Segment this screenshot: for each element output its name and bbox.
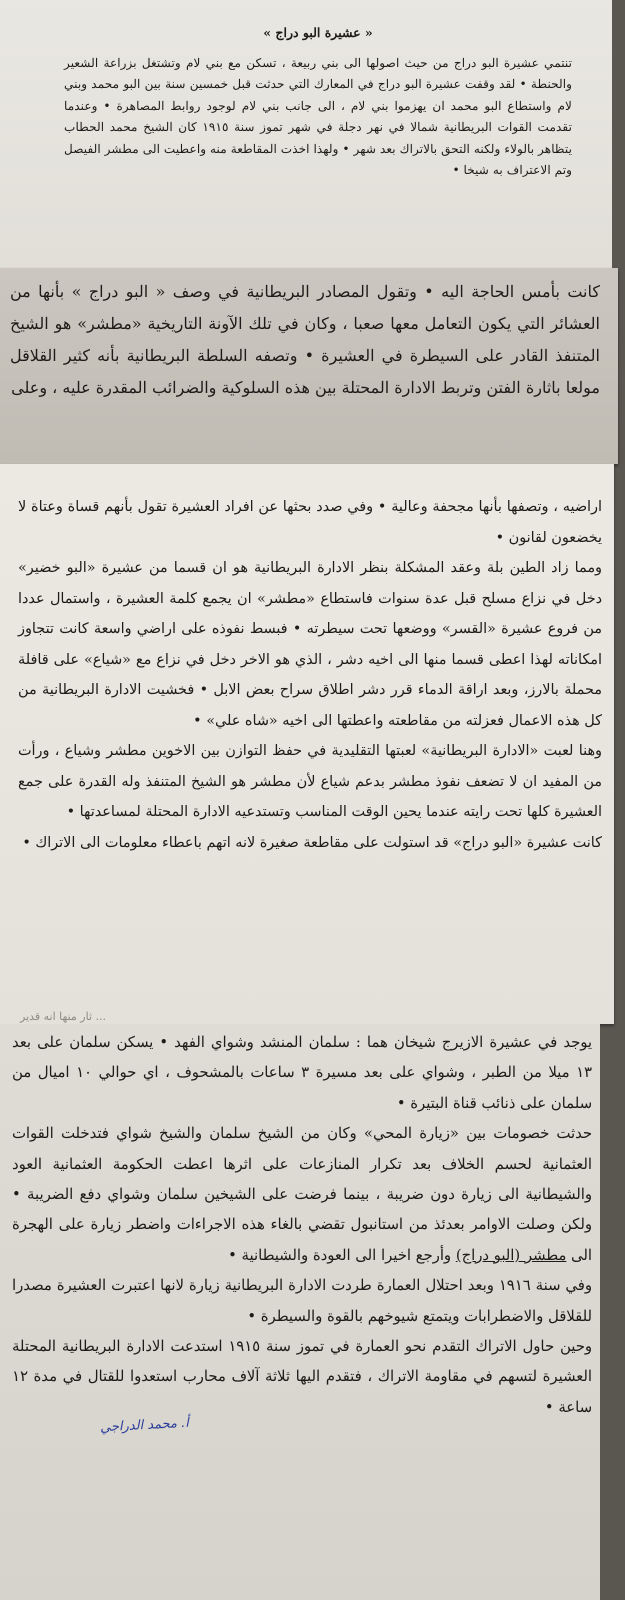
section-title: « عشيرة البو دراج » <box>263 25 373 40</box>
paragraph: يوجد في عشيرة الازيرج شيخان هما : سلمان المنشد وشواي الفهد • يسكن سلمان على بعد ١٣ ميلا من الطبر ، وشواي على بعد مسيرة ٣ ساعات بالمشحوف ، اي حوالي ١٠ اميال من سلمان على ذنائب قناة البتيرة • <box>12 1034 592 1112</box>
page-strip-2 <box>0 268 618 464</box>
paragraph-text: حدثت خصومات بين «زيارة المحي» وكان من الشيخ سلمان والشيخ شواي فتدخلت القوات العثمانية لحسم الخلاف بعد تكرار المنازعات على اثرها اعطت الحكومة العثمانية العود والشيطانية الى زيارة دون ضريبة ، بينما فرضت على الشيخين سلمان وشواي دفع الضريبة • ولكن وصلت الاوامر بعدئذ من استانبول تقضي بالغاء هذه الاجراءات واضطر زيارة على الهجرة الى <box>12 1125 592 1264</box>
paragraph: وحين حاول الاتراك التقدم نحو العمارة في تموز سنة ١٩١٥ استدعت الادارة البريطانية المحتلة العشيرة لتسهم في مقاومة الاتراك ، فتقدم اليها ثلاثة آلاف محارب استعدوا للقتال في مدة ١٢ ساعة • <box>12 1338 592 1416</box>
paragraph: تنتمي عشيرة البو دراج من حيث اصولها الى بني ربيعة ، تسكن مع بني لام وتشتغل بزراعة الشعير والحنطة • لقد وقفت عشيرة البو دراج في المعارك التي حدثت قبل خمسين سنة بين البو محمد وبني لام واستطاع البو محمد ان يهزموا بني لام ، الى جانب بني لام لوجود روابط المصاهرة • وعندما تقدمت القوات البريطانية شمالا في نهر دجلة في شهر تموز سنة ١٩١٥ كان الشيخ محمد الحطاب يتظاهر بالولاء ولكنه التحق بالاتراك بعد شهر • ولهذا اخذت المقاطعة منه واعطيت الى مطشر الفيصل وتم الاعتراف به شيخا • <box>64 55 572 177</box>
underlined-text: مطشر (البو دراج) <box>455 1246 567 1264</box>
paragraph: وهنا لعبت «الادارة البريطانية» لعبتها التقليدية في حفظ التوازن بين الاخوين مطشر وشياع ، ورأت من المفيد ان لا تضعف نفوذ مطشر بدعم شياع لأن مطشر هو الشيخ المتنفذ وله القدرة على جمع العشيرة كلها تحت رايته عندما يحين الوقت المناسب وتستدعيه الادارة المحتلة لمساعدتها • <box>18 743 602 820</box>
page-strip-1 <box>0 0 612 268</box>
paragraph <box>12 1119 592 1271</box>
paragraph: كانت بأمس الحاجة اليه • وتقول المصادر البريطانية في وصف « البو دراج » بأنها من العشائر التي يكون التعامل معها صعبا ، وكان في تلك الآونة التاريخية «مطشر» هو الشيخ المتنفذ القادر على السيطرة في العشيرة • وتصفه السلطة البريطانية بأنه كثير القلاقل مولعا باثارة الفتن وتربط الادارة المحتلة بين هذه السلوكية والضرائب المقدرة عليه ، وعلى <box>10 282 600 397</box>
page-strip-4 <box>0 1024 600 1600</box>
paragraph: ومما زاد الطين بلة وعقد المشكلة بنظر الادارة البريطانية هو ان قسما من عشيرة «البو خضير» دخل في نزاع مسلح قبل عدة سنوات فاستطاع «مطشر» ان يجمع كلمة العشيرة ، واستمال عددا من فروع عشيرة «القسر» ووضعها تحت سيطرته • فبسط نفوذه على اراضي واسعة كانت تتجاوز امكاناته لهذا اعطى قسما منها الى اخيه دشر ، الذي هو الاخر دخل في نزاع مع «شياع» على قافلة محملة بالارز، وبعد اراقة الدماء قرر دشر اطلاق سراح بعض الابل • فخشيت الادارة البريطانية من كل هذه الاعمال فعزلته من مقاطعته واعطتها الى اخيه «شاه علي» • <box>18 560 602 729</box>
paragraph-text: وأرجع اخيرا الى العودة والشيطانية • <box>228 1246 452 1264</box>
page-strip-3 <box>0 464 614 1024</box>
paragraph: كانت عشيرة «البو دراج» قد استولت على مقاطعة صغيرة لانه اتهم باعطاء معلومات الى الاتراك • <box>22 834 602 851</box>
paragraph: اراضيه ، وتصفها بأنها مجحفة وعالية • وفي صدد بحثها عن افراد العشيرة تقول بأنهم قساة وعتاة لا يخضعون لقانون • <box>18 499 602 546</box>
handwritten-annotation: أ. محمد الدراجي <box>99 1415 190 1436</box>
paragraph: وفي سنة ١٩١٦ وبعد احتلال العمارة طردت الادارة البريطانية زيارة لانها اعتبرت العشيرة مصدرا للقلاقل والاضطرابات ويتمتع شيوخهم بالقوة والسيطرة • <box>12 1277 592 1325</box>
cut-off-text: ... ثار منها انه قدير <box>20 1010 107 1023</box>
